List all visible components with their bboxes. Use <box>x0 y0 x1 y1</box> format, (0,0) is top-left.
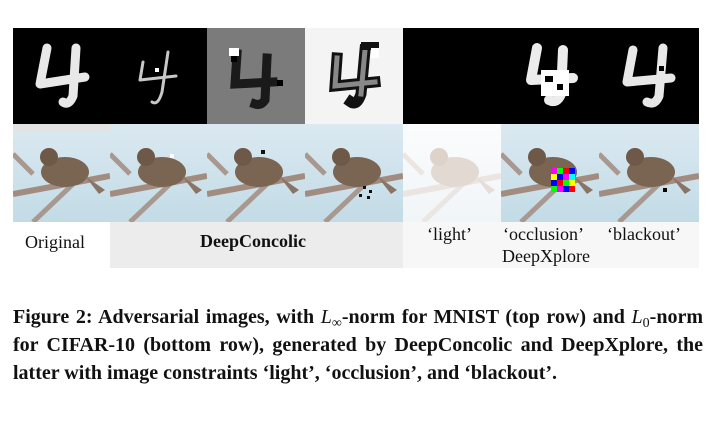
cifar-original <box>13 124 110 222</box>
figure <box>13 28 699 272</box>
occlusion-patch <box>551 168 575 192</box>
mnist-blackout <box>599 28 699 124</box>
mnist-deepconcolic-1 <box>110 28 207 124</box>
label-deepxplore: DeepXplore <box>502 246 590 266</box>
caption-l0: $L_0$ <box>631 306 650 331</box>
cifar-deepconcolic-1 <box>110 124 207 222</box>
cifar-blackout <box>599 124 699 222</box>
cifar-deepconcolic-3 <box>305 124 403 222</box>
caption-text-1: Adversarial images, with <box>98 306 321 328</box>
figure-caption <box>13 303 703 387</box>
cifar-occlusion <box>501 124 599 222</box>
label-original: Original <box>25 232 85 252</box>
label-blackout: ‘blackout’ <box>607 224 681 244</box>
caption-text-3: -norm for CIFAR-10 (bottom row), generated by DeepConcolic and DeepXplore, the latter with image constraints ‘light’, ‘occlusion’, and ‘blackout’. <box>13 306 703 384</box>
cifar-deepconcolic-2 <box>207 124 305 222</box>
label-deepconcolic: DeepConcolic <box>200 231 306 251</box>
mnist-original <box>13 28 110 124</box>
label-occlusion: ‘occlusion’ <box>503 224 584 244</box>
mnist-deepconcolic-3 <box>305 28 403 124</box>
mnist-deepconcolic-2 <box>207 28 305 124</box>
caption-label: Figure 2: <box>13 306 93 328</box>
mnist-light <box>403 28 501 124</box>
caption-linf: $L_\infty$ <box>320 306 342 331</box>
cifar-light <box>403 124 501 222</box>
mnist-occlusion <box>501 28 599 124</box>
caption-text-2: -norm for MNIST (top row) and <box>341 306 632 328</box>
label-light: ‘light’ <box>427 224 472 244</box>
